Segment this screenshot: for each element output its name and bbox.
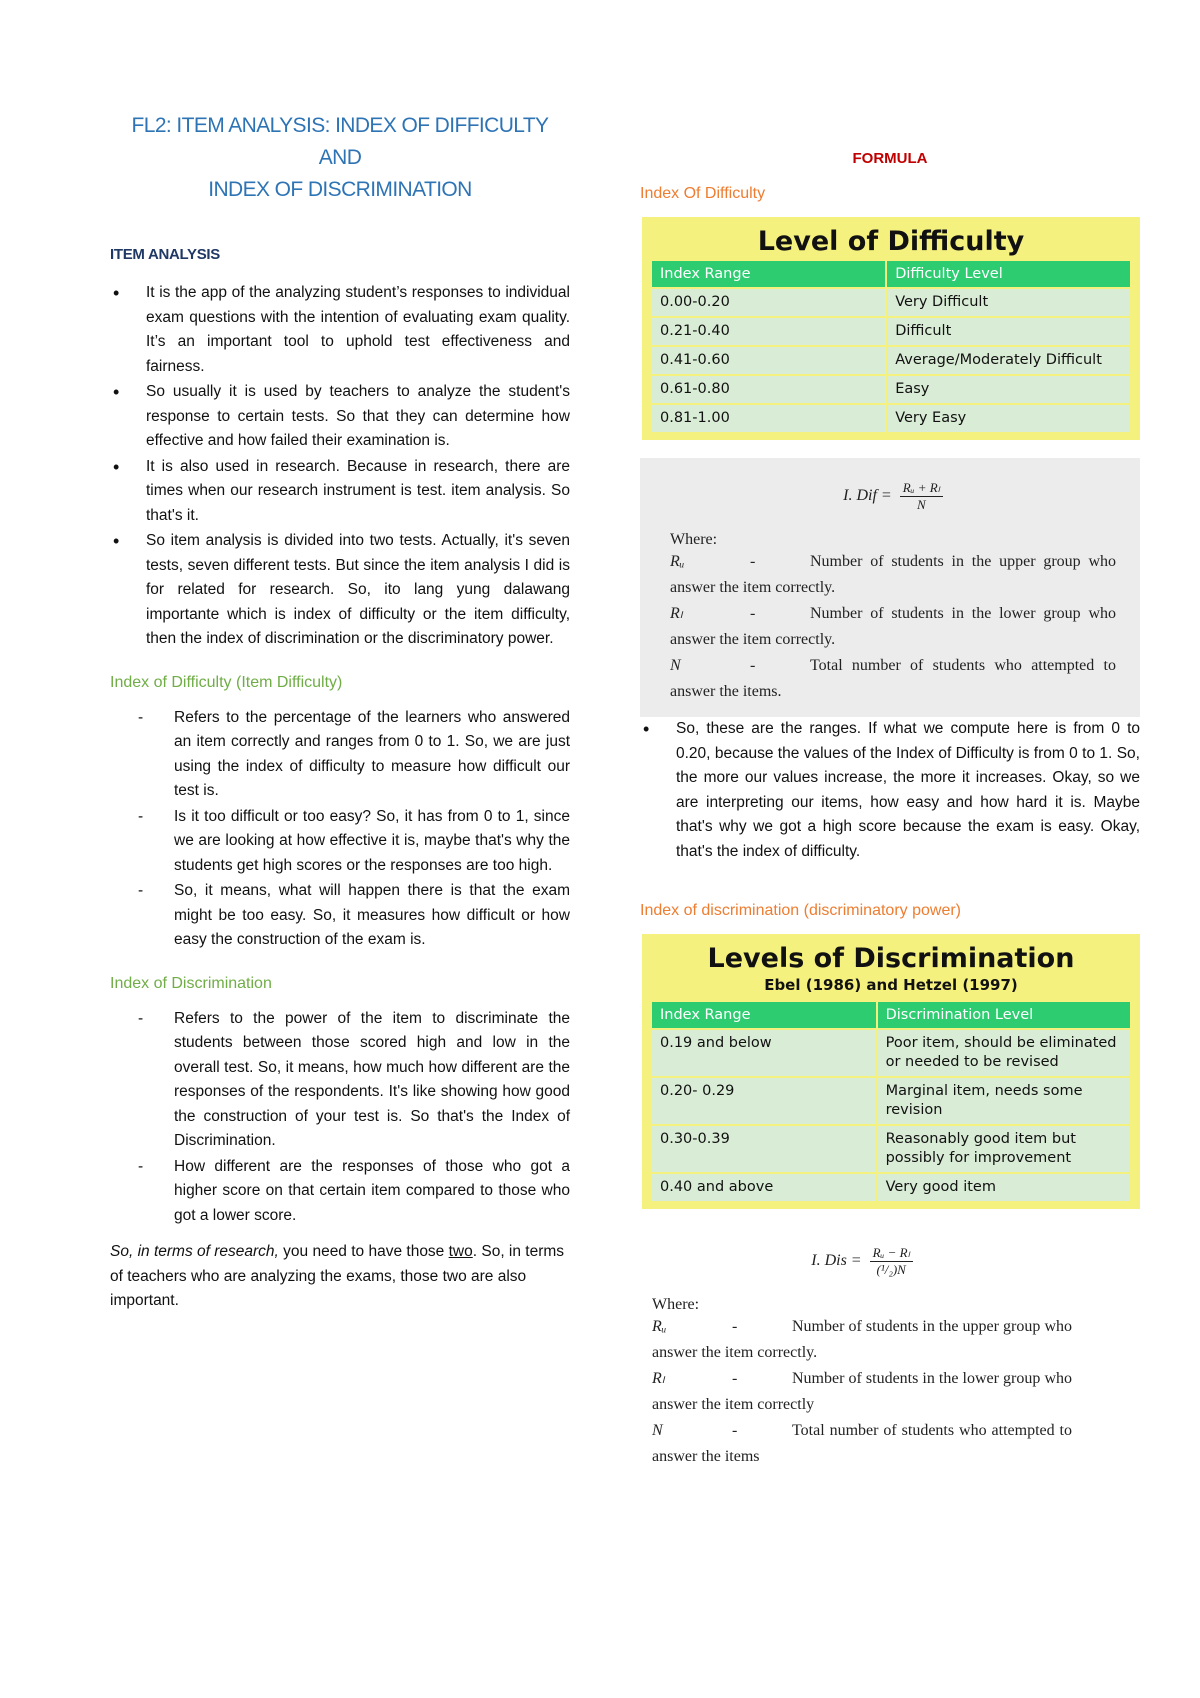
definition-dash: - xyxy=(732,1318,738,1335)
table-cell: 0.19 and below xyxy=(651,1029,877,1077)
formula-definition xyxy=(652,1314,1072,1366)
formula-definition xyxy=(670,653,1116,705)
table-header: Index Range xyxy=(651,1001,877,1029)
equation-denominator: N xyxy=(916,497,926,512)
left-column xyxy=(110,110,570,1329)
list-item: - Is it too difficult or too easy? So, it has from 0 to 1, since we are looking at how effective it is, maybe that's why the students get high scores or the responses are too high. xyxy=(110,805,570,879)
closing-part-1: you need to have those xyxy=(278,1243,449,1260)
equation-numerator: Rᵤ + Rₗ xyxy=(900,480,943,497)
discrimination-table-title: Levels of Discrimination xyxy=(707,943,1075,974)
page-title xyxy=(110,110,570,206)
table-cell: Reasonably good item but possibly for improvement xyxy=(877,1125,1131,1173)
difficulty-table-image xyxy=(642,217,1140,440)
list-item: - Refers to the percentage of the learners who answered an item correctly and ranges from 0 to 1. So, we are just using the index of difficulty to measure how difficult our test is. xyxy=(110,706,570,804)
symbol: N xyxy=(670,657,681,674)
symbol: N xyxy=(652,1422,663,1439)
table-cell: 0.81-1.00 xyxy=(651,404,886,433)
equation-lhs: I. Dif = xyxy=(843,487,892,505)
difficulty-formula-image xyxy=(640,458,1140,717)
list-item: • So item analysis is divided into two tests. Actually, it's seven tests, seven different tests. But since the item analysis I did is for related for research. So, ito lang yung dalawang importante which is index of difficulty or the item difficulty, then the index of discrimination or the discriminatory power. xyxy=(110,529,570,652)
table-row xyxy=(651,288,1131,317)
table-row xyxy=(651,346,1131,375)
discrimination-list xyxy=(110,1007,570,1229)
discrimination-table-subtitle: Ebel (1986) and Hetzel (1997) xyxy=(764,976,1018,994)
list-item: • It is the app of the analyzing student’s responses to individual exam questions with the intention of evaluating exam quality. It’s an important tool to uphold test effectiveness and fairness. xyxy=(110,281,570,379)
index-of-discrimination-label: Index of discrimination (discriminatory power) xyxy=(640,902,961,919)
discrimination-equation xyxy=(652,1245,1072,1278)
table-cell: Average/Moderately Difficult xyxy=(886,346,1131,375)
table-cell: 0.61-0.80 xyxy=(651,375,886,404)
table-header-row xyxy=(651,1001,1131,1029)
definition-dash: - xyxy=(732,1422,738,1439)
symbol: Rᵤ xyxy=(652,1318,667,1335)
where-label: Where: xyxy=(652,1296,700,1313)
difficulty-note-list xyxy=(640,717,1140,864)
list-item: - How different are the responses of those who got a higher score on that certain item compared to those who got a lower score. xyxy=(110,1155,570,1229)
table-row xyxy=(651,1077,1131,1125)
table-row xyxy=(651,1173,1131,1202)
definition-dash: - xyxy=(750,553,756,570)
table-cell: 0.20- 0.29 xyxy=(651,1077,877,1125)
formula-definition xyxy=(670,601,1116,653)
table-cell: Very Easy xyxy=(886,404,1131,433)
symbol: Rᵤ xyxy=(670,553,685,570)
equation-fraction xyxy=(900,480,943,513)
list-item: • So usually it is used by teachers to analyze the student's response to certain tests. So that they can determine how effective and how failed their examination is. xyxy=(110,380,570,454)
definition-dash: - xyxy=(732,1370,738,1387)
where-label: Where: xyxy=(670,531,718,548)
discrimination-heading: Index of Discrimination xyxy=(110,974,272,992)
list-item: - Refers to the power of the item to discriminate the students between those scored high and low in the overall test. So, it means, how much how different are the responses of the respondents. It's like showing how good the construction of your test is. So that's the Index of Discrimination. xyxy=(110,1007,570,1154)
symbol: Rₗ xyxy=(670,605,683,622)
closing-underlined: two xyxy=(448,1243,473,1260)
title-line-2: INDEX OF DISCRIMINATION xyxy=(208,178,472,201)
title-line-1: FL2: ITEM ANALYSIS: INDEX OF DIFFICULTY AND xyxy=(131,114,549,169)
difficulty-table xyxy=(650,259,1132,434)
item-analysis-list xyxy=(110,281,570,652)
table-cell: Easy xyxy=(886,375,1131,404)
table-cell: Poor item, should be eliminated or needed to be revised xyxy=(877,1029,1131,1077)
definition-text: Total number of students who attempted to answer the items xyxy=(652,1422,1072,1465)
equation-fraction xyxy=(870,1245,913,1278)
table-cell: 0.40 and above xyxy=(651,1173,877,1202)
table-row xyxy=(651,404,1131,433)
formula-definition xyxy=(670,549,1116,601)
symbol: Rₗ xyxy=(652,1370,665,1387)
definition-text: Total number of students who attempted to answer the items. xyxy=(670,657,1116,700)
closing-part-2: . So, in terms of teachers who are analyzing the exams, those two are also important. xyxy=(110,1243,565,1309)
table-cell: Marginal item, needs some revision xyxy=(877,1077,1131,1125)
closing-italic: So, in terms of research, xyxy=(110,1243,279,1260)
table-cell: 0.21-0.40 xyxy=(651,317,886,346)
definition-text: Number of students in the lower group who answer the item correctly xyxy=(652,1370,1072,1413)
table-cell: 0.30-0.39 xyxy=(651,1125,877,1173)
discrimination-formula-image xyxy=(640,1223,1096,1482)
table-header: Difficulty Level xyxy=(886,260,1131,288)
definition-text: Number of students in the lower group who answer the item correctly. xyxy=(670,605,1116,648)
table-header: Index Range xyxy=(651,260,886,288)
difficulty-table-title: Level of Difficulty xyxy=(757,226,1025,257)
table-row xyxy=(651,317,1131,346)
closing-paragraph xyxy=(110,1240,570,1314)
list-item: • So, these are the ranges. If what we compute here is from 0 to 0.20, because the values of the Index of Difficulty is from 0 to 1. So, the more our values increase, the more it increases. Okay, so we are interpreting our items, how easy and how hard it is. Maybe that's why we got a high score because the exam is easy. Okay, that's the index of difficulty. xyxy=(640,717,1140,864)
equation-lhs: I. Dis = xyxy=(811,1252,862,1270)
discrimination-table xyxy=(650,1000,1132,1203)
definition-dash: - xyxy=(750,605,756,622)
table-cell: 0.41-0.60 xyxy=(651,346,886,375)
formula-label: FORMULA xyxy=(852,150,928,167)
equation-denominator: (¹/₂)N xyxy=(876,1262,906,1277)
table-cell: 0.00-0.20 xyxy=(651,288,886,317)
item-analysis-heading: ITEM ANALYSIS xyxy=(110,246,221,263)
index-of-difficulty-label: Index Of Difficulty xyxy=(640,185,766,202)
table-row xyxy=(651,1029,1131,1077)
definition-dash: - xyxy=(750,657,756,674)
formula-definition xyxy=(652,1366,1072,1418)
table-row xyxy=(651,375,1131,404)
table-cell: Difficult xyxy=(886,317,1131,346)
list-item: - So, it means, what will happen there is that the exam might be too easy. So, it measures how difficult or how easy the construction of the exam is. xyxy=(110,879,570,953)
difficulty-list xyxy=(110,706,570,953)
definition-text: Number of students in the upper group who answer the item correctly. xyxy=(670,553,1116,596)
table-row xyxy=(651,1125,1131,1173)
difficulty-heading: Index of Difficulty (Item Difficulty) xyxy=(110,673,343,691)
table-header: Discrimination Level xyxy=(877,1001,1131,1029)
right-column xyxy=(640,150,1140,1482)
table-cell: Very Difficult xyxy=(886,288,1131,317)
table-header-row xyxy=(651,260,1131,288)
definition-text: Number of students in the upper group who answer the item correctly. xyxy=(652,1318,1072,1361)
list-item: • It is also used in research. Because in research, there are times when our research instrument is test. item analysis. So that's it. xyxy=(110,455,570,529)
difficulty-equation xyxy=(670,480,1116,513)
table-cell: Very good item xyxy=(877,1173,1131,1202)
equation-numerator: Rᵤ − Rₗ xyxy=(870,1245,913,1262)
formula-definition xyxy=(652,1418,1072,1470)
discrimination-table-image xyxy=(642,934,1140,1209)
